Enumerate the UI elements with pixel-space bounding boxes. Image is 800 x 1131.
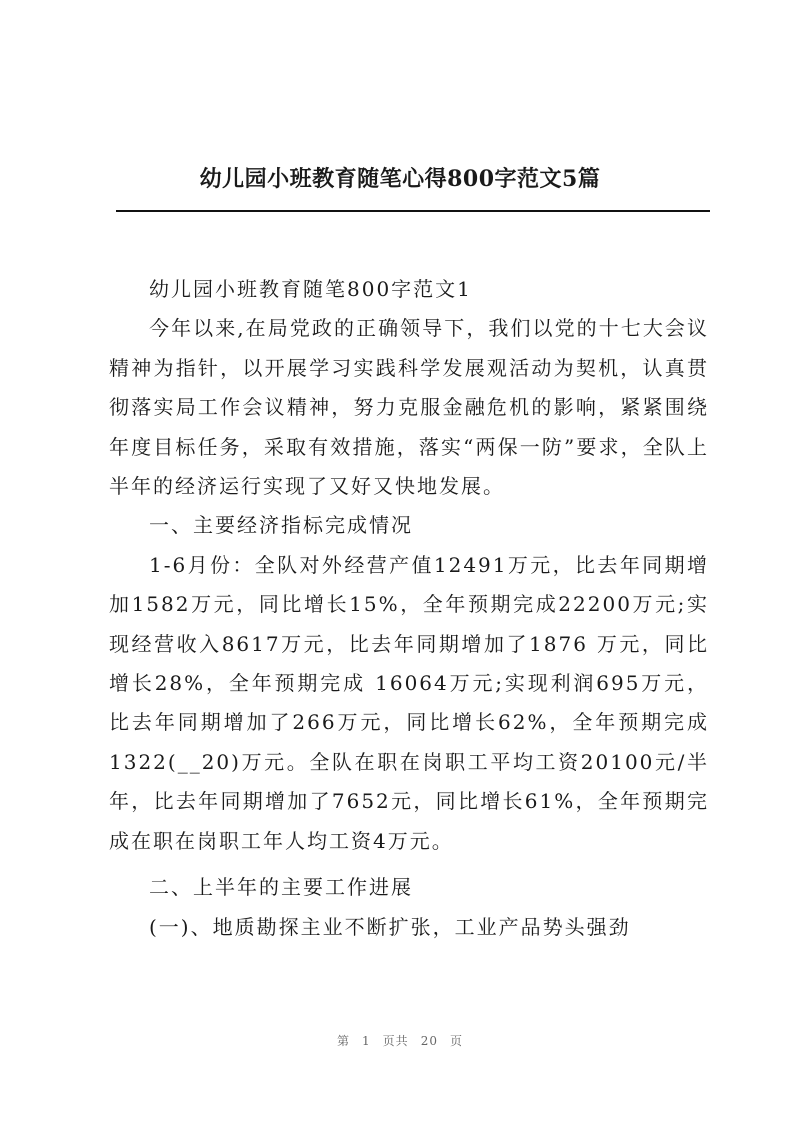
body-paragraph: 今年以来,在局党政的正确领导下，我们以党的十七大会议精神为指针，以开展学习实践科学发展观活动为契机，认真贯彻落实局工作会议精神，努力克服金融危机的影响，紧紧围绕年度目标任务，采取有效措施，落实“两保一防”要求，全队上半年的经济运行实现了又好又快地发展。 (109, 316, 709, 499)
footer-total-pages: 20 (420, 1034, 438, 1048)
section-heading: 二、上半年的主要工作进展 (149, 875, 413, 900)
document-title: 幼儿园小班教育随笔心得800字范文5篇 (199, 166, 601, 192)
title-divider (116, 210, 710, 212)
footer-page-label: 第 (337, 1034, 351, 1048)
section-heading: 一、主要经济指标完成情况 (149, 513, 413, 538)
footer-page-number: 1 (362, 1034, 371, 1048)
footer-page-end: 页 (449, 1034, 463, 1048)
page-footer (0, 1032, 800, 1049)
subsection-heading: (一)、地质勘探主业不断扩张，工业产品势头强劲 (149, 914, 631, 939)
document-body (109, 270, 709, 947)
footer-page-mid: 页共 (382, 1034, 409, 1048)
body-paragraph: 1-6月份：全队对外经营产值12491万元，比去年同期增加1582万元，同比增长15%，全年预期完成22200万元;实现经营收入8617万元，比去年同期增加了1876 万元，同比增长28%，全年预期完成 16064万元;实现利润695万元，比去年同期增加了266万元，同比增长62%，全年预期完成1322(__20)万元。全队在职在岗职工平均工资20100元/半年，比去年同期增加了7652元，同比增长61%，全年预期完成在职在岗职工年人均工资4万元。 (109, 552, 709, 853)
section-heading: 幼儿园小班教育随笔800字范文1 (149, 277, 472, 301)
